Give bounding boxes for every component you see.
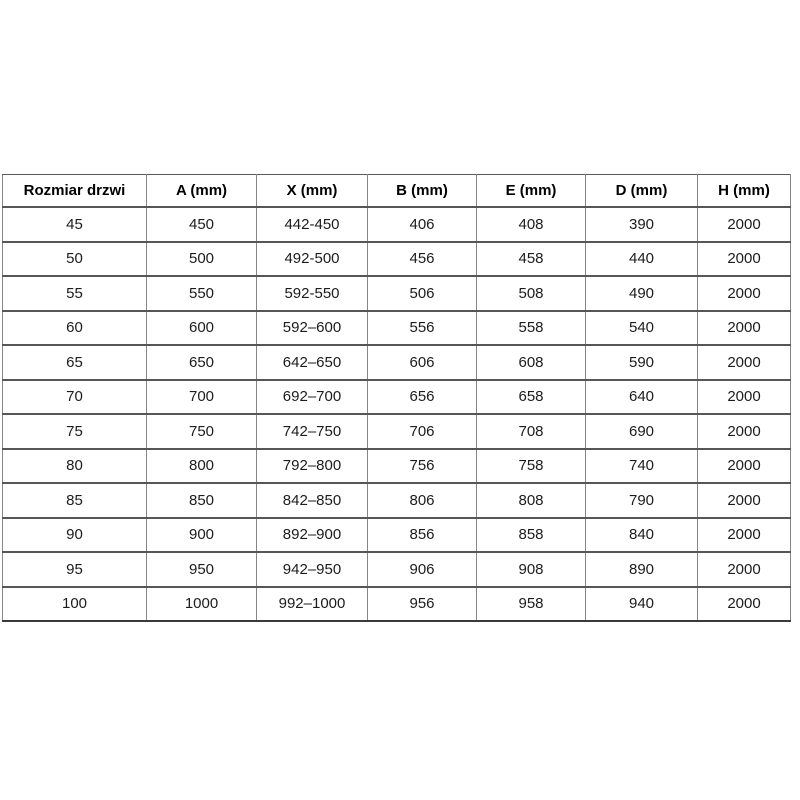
table-cell: 100	[3, 587, 147, 622]
column-header-h-mm: H (mm)	[698, 175, 791, 208]
table-header-row	[3, 175, 791, 208]
table-cell: 80	[3, 449, 147, 484]
table-cell: 858	[477, 518, 586, 553]
table-row	[3, 380, 791, 415]
table-cell: 558	[477, 311, 586, 346]
table-cell: 2000	[698, 345, 791, 380]
table-cell: 75	[3, 414, 147, 449]
table-cell: 456	[368, 242, 477, 277]
table-body	[3, 207, 791, 621]
table-cell: 706	[368, 414, 477, 449]
table-cell: 60	[3, 311, 147, 346]
table-cell: 640	[586, 380, 698, 415]
column-header-x-mm: X (mm)	[257, 175, 368, 208]
table-cell: 2000	[698, 276, 791, 311]
column-header-e-mm: E (mm)	[477, 175, 586, 208]
table-cell: 740	[586, 449, 698, 484]
table-cell: 2000	[698, 587, 791, 622]
table-row	[3, 483, 791, 518]
table-row	[3, 276, 791, 311]
table-cell: 408	[477, 207, 586, 242]
table-row	[3, 207, 791, 242]
table-row	[3, 345, 791, 380]
table-cell: 65	[3, 345, 147, 380]
table-cell: 45	[3, 207, 147, 242]
table-cell: 55	[3, 276, 147, 311]
table-cell: 458	[477, 242, 586, 277]
table-cell: 2000	[698, 242, 791, 277]
table-cell: 690	[586, 414, 698, 449]
table-cell: 2000	[698, 380, 791, 415]
table-cell: 70	[3, 380, 147, 415]
table-cell: 658	[477, 380, 586, 415]
column-header-a-mm: A (mm)	[147, 175, 257, 208]
table-cell: 500	[147, 242, 257, 277]
table-cell: 806	[368, 483, 477, 518]
table-cell: 892–900	[257, 518, 368, 553]
table-cell: 800	[147, 449, 257, 484]
table-cell: 790	[586, 483, 698, 518]
table-cell: 792–800	[257, 449, 368, 484]
table-cell: 450	[147, 207, 257, 242]
table-cell: 50	[3, 242, 147, 277]
table-cell: 1000	[147, 587, 257, 622]
table-cell: 592-550	[257, 276, 368, 311]
table-row	[3, 414, 791, 449]
table-cell: 508	[477, 276, 586, 311]
table-cell: 958	[477, 587, 586, 622]
table-row	[3, 587, 791, 622]
table-cell: 950	[147, 552, 257, 587]
table-cell: 656	[368, 380, 477, 415]
table-cell: 600	[147, 311, 257, 346]
table-cell: 2000	[698, 518, 791, 553]
table-cell: 840	[586, 518, 698, 553]
door-size-table	[2, 174, 791, 622]
table-cell: 942–950	[257, 552, 368, 587]
table-row	[3, 311, 791, 346]
table-cell: 2000	[698, 483, 791, 518]
header-row	[3, 175, 791, 208]
table-cell: 592–600	[257, 311, 368, 346]
table-cell: 842–850	[257, 483, 368, 518]
table-cell: 608	[477, 345, 586, 380]
table-cell: 90	[3, 518, 147, 553]
column-header-b-mm: B (mm)	[368, 175, 477, 208]
table-cell: 492-500	[257, 242, 368, 277]
table-cell: 540	[586, 311, 698, 346]
table-cell: 85	[3, 483, 147, 518]
table-cell: 850	[147, 483, 257, 518]
table-cell: 940	[586, 587, 698, 622]
table-cell: 2000	[698, 449, 791, 484]
table-row	[3, 518, 791, 553]
table-cell: 2000	[698, 207, 791, 242]
table-cell: 856	[368, 518, 477, 553]
table-cell: 650	[147, 345, 257, 380]
table-cell: 756	[368, 449, 477, 484]
table-cell: 506	[368, 276, 477, 311]
table-cell: 440	[586, 242, 698, 277]
table-cell: 900	[147, 518, 257, 553]
table-cell: 606	[368, 345, 477, 380]
table-cell: 692–700	[257, 380, 368, 415]
table-cell: 808	[477, 483, 586, 518]
table-row	[3, 552, 791, 587]
column-header-d-mm: D (mm)	[586, 175, 698, 208]
table-cell: 490	[586, 276, 698, 311]
table-cell: 2000	[698, 311, 791, 346]
table-cell: 956	[368, 587, 477, 622]
table-cell: 642–650	[257, 345, 368, 380]
column-header-rozmiar-drzwi: Rozmiar drzwi	[3, 175, 147, 208]
table-cell: 992–1000	[257, 587, 368, 622]
table-cell: 406	[368, 207, 477, 242]
table-cell: 906	[368, 552, 477, 587]
table-cell: 750	[147, 414, 257, 449]
table-cell: 556	[368, 311, 477, 346]
table-cell: 758	[477, 449, 586, 484]
table-cell: 442-450	[257, 207, 368, 242]
table-row	[3, 242, 791, 277]
table-cell: 590	[586, 345, 698, 380]
table-cell: 95	[3, 552, 147, 587]
table-cell: 742–750	[257, 414, 368, 449]
table-cell: 2000	[698, 552, 791, 587]
door-size-table-container	[2, 174, 790, 622]
table-row	[3, 449, 791, 484]
table-cell: 550	[147, 276, 257, 311]
table-cell: 2000	[698, 414, 791, 449]
table-cell: 700	[147, 380, 257, 415]
table-cell: 390	[586, 207, 698, 242]
table-cell: 708	[477, 414, 586, 449]
table-cell: 890	[586, 552, 698, 587]
table-cell: 908	[477, 552, 586, 587]
